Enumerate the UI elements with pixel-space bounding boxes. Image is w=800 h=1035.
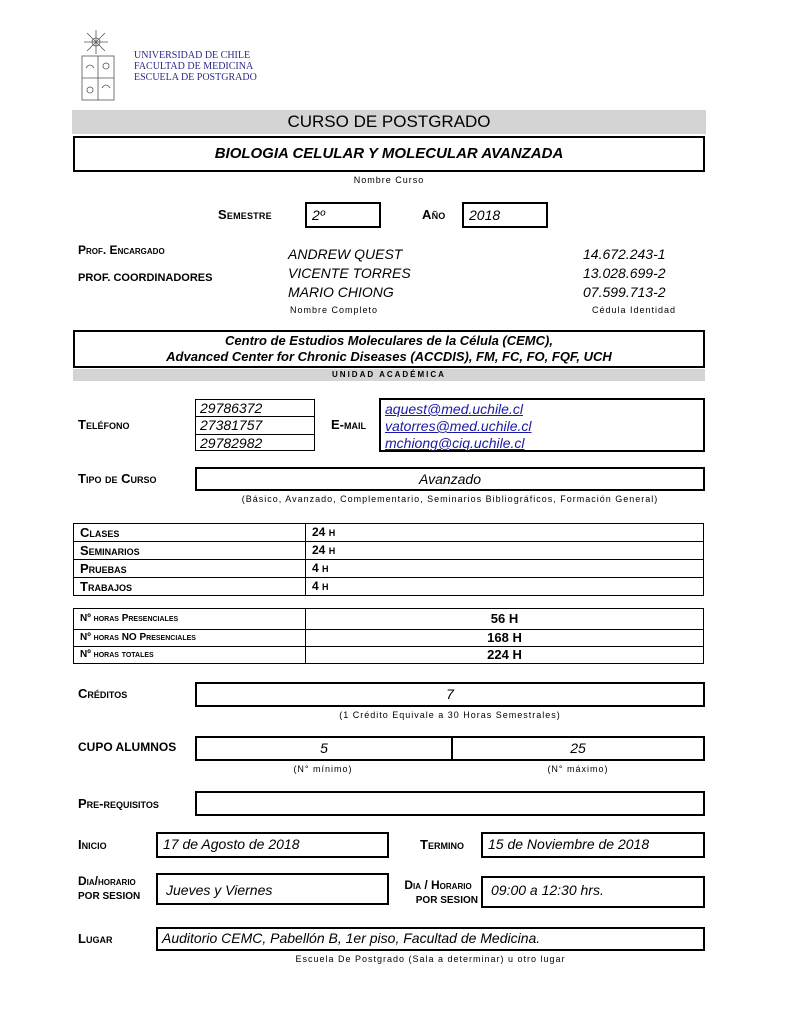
- dia-horario-label-line: Dia/horario: [78, 874, 136, 888]
- professor-ids: [583, 245, 666, 302]
- hours-value-cell: [306, 578, 704, 596]
- lugar-field: [156, 927, 705, 951]
- hours-value: 4: [312, 561, 319, 575]
- cupo-min-value: 5: [197, 738, 453, 759]
- cupo-max-value: 25: [570, 740, 586, 756]
- institution-line: ESCUELA DE POSTGRADO: [134, 72, 257, 83]
- cupo-min-caption: (N° mínimo): [293, 764, 353, 774]
- hours-value-cell: [306, 560, 704, 578]
- professor-id-caption: Cédula Identidad: [592, 305, 677, 315]
- institution-name: [134, 50, 257, 83]
- phone: 29782982: [200, 435, 263, 451]
- emails-field: [379, 398, 705, 452]
- email-link[interactable]: aquest@med.uchile.cl: [385, 401, 523, 417]
- telefono-label: Teléfono: [78, 417, 130, 432]
- termino-field: [481, 832, 705, 858]
- horario-field: [481, 876, 705, 908]
- course-name-field: [73, 136, 705, 172]
- unit-line: Advanced Center for Chronic Diseases (ACCDIS), FM, FC, FO, FQF, UCH: [166, 349, 612, 364]
- semestre-field: [305, 202, 381, 228]
- total-value: 168 H: [306, 630, 704, 647]
- lugar-caption: Escuela De Postgrado (Sala a determinar) u otro lugar: [295, 954, 566, 964]
- creditos-value: 7: [446, 686, 454, 702]
- hours-label: Seminarios: [74, 542, 306, 560]
- tipo-curso-caption: (Básico, Avanzado, Complementario, Seminarios Bibliográficos, Formación General): [241, 494, 659, 504]
- prerequisitos-label: Pre-requisitos: [78, 796, 159, 811]
- email-label: E-mail: [331, 417, 366, 432]
- creditos-label: Créditos: [78, 686, 128, 701]
- total-label: Nº horas NO Presenciales: [74, 630, 306, 647]
- inicio-value: 17 de Agosto de 2018: [163, 836, 300, 852]
- dia-horario-label: [78, 874, 140, 904]
- termino-label: Termino: [420, 837, 464, 852]
- professor-id: 13.028.699-2: [583, 265, 666, 281]
- total-label: Nº horas totales: [74, 647, 306, 664]
- professor-name: MARIO CHIONG: [288, 284, 394, 300]
- lugar-label: Lugar: [78, 931, 113, 946]
- course-name-caption: Nombre Curso: [353, 175, 425, 185]
- email-link[interactable]: mchiong@ciq.uchile.cl: [385, 435, 525, 451]
- ano-field: [462, 202, 548, 228]
- banner-title: CURSO DE POSTGRADO: [72, 110, 706, 134]
- professor-id: 14.672.243-1: [583, 246, 666, 262]
- horario-label: [398, 877, 478, 909]
- professor-name-caption: Nombre Completo: [290, 305, 379, 315]
- hours-unit: H: [322, 564, 329, 574]
- course-name: BIOLOGIA CELULAR Y MOLECULAR AVANZADA: [214, 145, 564, 162]
- table-row: [74, 609, 704, 630]
- lugar-value: Auditorio CEMC, Pabellón B, 1er piso, Facultad de Medicina.: [162, 930, 541, 946]
- phone: 29786372: [196, 400, 314, 417]
- institution-line: FACULTAD DE MEDICINA: [134, 61, 254, 72]
- hours-unit: H: [328, 546, 336, 556]
- ano-label: Año: [422, 207, 446, 222]
- creditos-field: [195, 682, 705, 707]
- university-seal-icon: [78, 28, 122, 104]
- inicio-field: [156, 832, 389, 858]
- institution-line: UNIVERSIDAD DE CHILE: [134, 50, 251, 61]
- hours-value: 4: [312, 579, 319, 593]
- tipo-curso-label: Tipo de Curso: [78, 471, 157, 486]
- cupo-max-caption: (N° máximo): [547, 764, 609, 774]
- prof-encargado-label: Prof. Encargado: [78, 243, 165, 257]
- hours-unit: H: [322, 582, 329, 592]
- semestre-label: Semestre: [218, 207, 272, 222]
- hours-label: Trabajos: [74, 578, 306, 596]
- unit-caption: UNIDAD ACADÉMICA: [73, 369, 705, 381]
- tipo-curso-field: [195, 467, 705, 491]
- email-link[interactable]: vatorres@med.uchile.cl: [385, 418, 532, 434]
- horario-label-line: Dia / Horario: [404, 878, 472, 892]
- dia-horario-label-line: POR SESION: [78, 891, 141, 902]
- hours-breakdown-table: [73, 523, 704, 596]
- horario-label-line: POR SESION: [415, 895, 478, 906]
- total-value: 56 H: [306, 609, 704, 630]
- tipo-curso-value: Avanzado: [418, 471, 481, 487]
- hours-value-cell: [306, 542, 704, 560]
- prof-coordinadores-label: PROF. COORDINADORES: [78, 272, 213, 284]
- table-row: [74, 524, 704, 542]
- table-row: [74, 560, 704, 578]
- hours-value-cell: [306, 524, 704, 542]
- hours-totals-table: [73, 608, 704, 664]
- total-value: 224 H: [306, 647, 704, 664]
- horario-value: 09:00 a 12:30 hrs.: [491, 882, 604, 898]
- hours-label: Clases: [74, 524, 306, 542]
- table-row: [74, 578, 704, 596]
- cupo-label: CUPO ALUMNOS: [78, 740, 177, 754]
- ano-value: 2018: [469, 207, 501, 223]
- phone: 27381757: [196, 417, 314, 435]
- total-label: Nº horas Presenciales: [74, 609, 306, 630]
- table-row: [74, 542, 704, 560]
- professor-name: ANDREW QUEST: [288, 246, 403, 262]
- dia-field: [156, 873, 389, 905]
- table-row: [74, 647, 704, 664]
- termino-value: 15 de Noviembre de 2018: [488, 836, 650, 852]
- inicio-label: Inicio: [78, 837, 107, 852]
- phones-field: [195, 399, 315, 451]
- professor-names: [288, 245, 411, 302]
- cupo-field: [195, 736, 705, 761]
- prerequisitos-field: [195, 791, 705, 816]
- professor-name: VICENTE TORRES: [288, 265, 411, 281]
- dia-value: Jueves y Viernes: [166, 882, 273, 898]
- unit-line: Centro de Estudios Moleculares de la Célula (CEMC),: [225, 333, 553, 348]
- hours-value: 24: [312, 525, 326, 539]
- professor-id: 07.599.713-2: [583, 284, 666, 300]
- semestre-value: 2º: [312, 207, 325, 223]
- table-row: [74, 630, 704, 647]
- hours-label: Pruebas: [74, 560, 306, 578]
- unit-field: [73, 330, 705, 368]
- hours-unit: H: [328, 528, 336, 538]
- creditos-caption: (1 Crédito Equivale a 30 Horas Semestrales): [339, 710, 561, 720]
- hours-value: 24: [312, 543, 326, 557]
